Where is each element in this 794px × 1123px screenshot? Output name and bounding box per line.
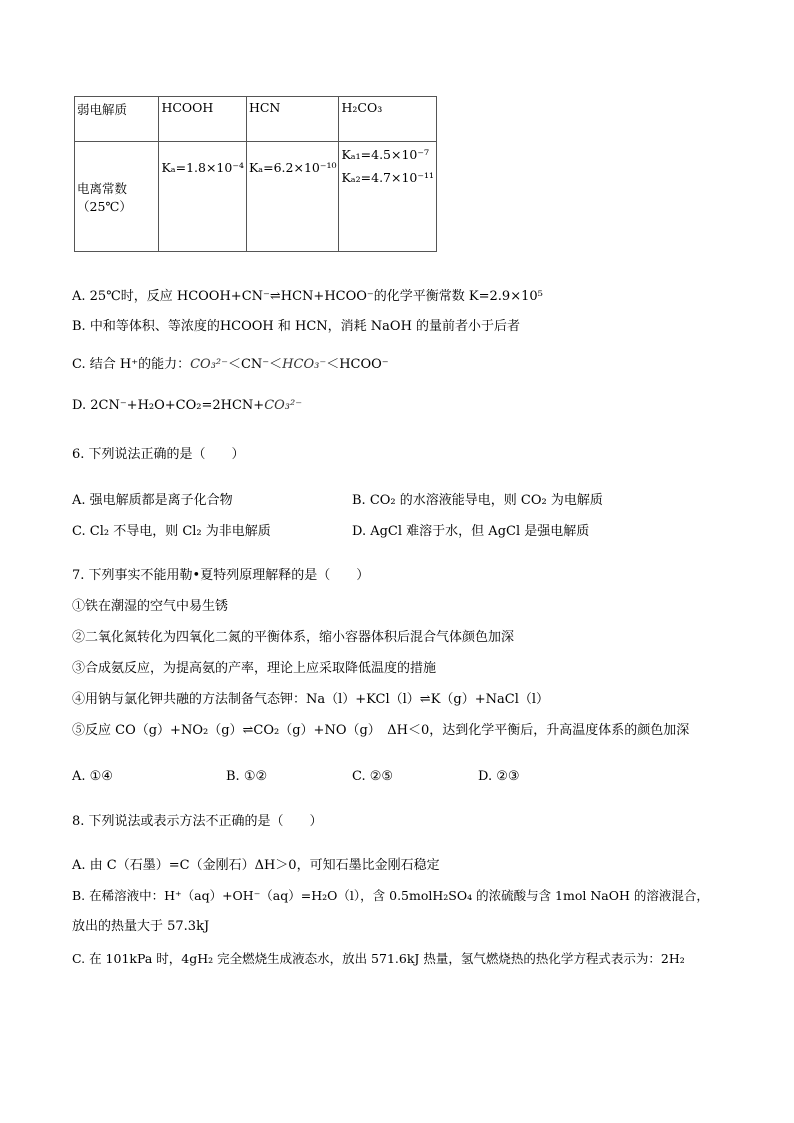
row-label-ionization-constant: 电离常数（25℃） [75, 142, 159, 252]
cell-h2co3-ka [339, 142, 437, 252]
q8-option-c: C. 在 101kPa 时，4gH₂ 完全燃烧生成液态水，放出 571.6kJ 热量，氢气燃烧热的热化学方程式表示为：2H₂ [72, 951, 685, 966]
q7-statement-4: ④用钠与氯化钾共融的方法制备气态钾：Na（l）+KCl（l）⇌K（g）+NaCl（l） [72, 692, 550, 707]
q5-d-carbonate-formula: CO₃²⁻ [264, 398, 303, 413]
q5-d-prefix: D. 2CN⁻+H₂O+CO₂=2HCN+ [72, 398, 265, 413]
q7-option-d: D. ②③ [478, 769, 520, 784]
q8-option-b-line1: B. 在稀溶液中：H⁺（aq）+OH⁻（aq）=H₂O（l），含 0.5molH₂SO₄ 的浓硫酸与含 1mol NaOH 的溶液混合， [72, 888, 709, 903]
q5-c-carbonate-formula: CO₃²⁻ [190, 357, 228, 372]
q8-option-a: A. 由 C（石墨）=C（金刚石）ΔH＞0，可知石墨比金刚石稳定 [72, 858, 440, 873]
q6-option-d: D. AgCl 难溶于水，但 AgCl 是强电解质 [352, 524, 590, 539]
q5-c-middle: ＜CN⁻＜ [227, 357, 283, 372]
q5-option-d [72, 397, 302, 415]
q5-option-b: B. 中和等体积、等浓度的HCOOH 和 HCN，消耗 NaOH 的量前者小于后者 [72, 319, 521, 334]
q5-c-suffix: ＜HCOO⁻ [326, 357, 389, 372]
q5-c-bicarbonate-formula: HCO₃⁻ [282, 357, 327, 372]
q7-option-b: B. ①② [226, 769, 268, 784]
q6-option-b: B. CO₂ 的水溶液能导电，则 CO₂ 为电解质 [352, 493, 603, 508]
table-constant-row [75, 142, 437, 252]
q6-option-a: A. 强电解质都是离子化合物 [72, 493, 233, 508]
header-hcooh: HCOOH [159, 97, 247, 142]
header-h2co3: H₂CO₃ [339, 97, 437, 142]
cell-hcooh-ka: Kₐ=1.8×10⁻⁴ [159, 142, 247, 252]
header-weak-electrolyte: 弱电解质 [75, 97, 159, 142]
h2co3-ka1: Kₐ₁=4.5×10⁻⁷ [341, 147, 429, 162]
cell-hcn-ka: Kₐ=6.2×10⁻¹⁰ [246, 142, 339, 252]
q7-stem: 7. 下列事实不能用勒•夏特列原理解释的是（ ） [72, 568, 370, 583]
q7-statement-5: ⑤反应 CO（g）+NO₂（g）⇌CO₂（g）+NO（g） ΔH＜0，达到化学平衡后，升高温度体系的颜色加深 [72, 723, 690, 738]
q5-option-a: A. 25℃时，反应 HCOOH+CN⁻⇌HCN+HCOO⁻的化学平衡常数 K=2.9×10⁵ [72, 289, 543, 304]
h2co3-ka2: Kₐ₂=4.7×10⁻¹¹ [341, 170, 434, 185]
header-hcn: HCN [246, 97, 339, 142]
q8-option-b-line2: 放出的热量大于 57.3kJ [72, 919, 210, 934]
q5-option-c [72, 356, 389, 374]
q6-option-c: C. Cl₂ 不导电，则 Cl₂ 为非电解质 [72, 524, 271, 539]
q7-statement-3: ③合成氨反应，为提高氨的产率，理论上应采取降低温度的措施 [72, 661, 437, 676]
q7-statement-1: ①铁在潮湿的空气中易生锈 [72, 599, 229, 614]
q8-stem: 8. 下列说法或表示方法不正确的是（ ） [72, 814, 323, 829]
table-header-row [75, 97, 437, 142]
q6-stem: 6. 下列说法正确的是（ ） [72, 447, 245, 462]
q7-option-c: C. ②⑤ [352, 769, 394, 784]
q7-statement-2: ②二氧化氮转化为四氧化二氮的平衡体系，缩小容器体积后混合气体颜色加深 [72, 630, 515, 645]
ionization-constant-table [74, 96, 437, 252]
q7-option-a: A. ①④ [72, 769, 113, 784]
q5-c-prefix: C. 结合 H⁺的能力： [72, 357, 191, 372]
